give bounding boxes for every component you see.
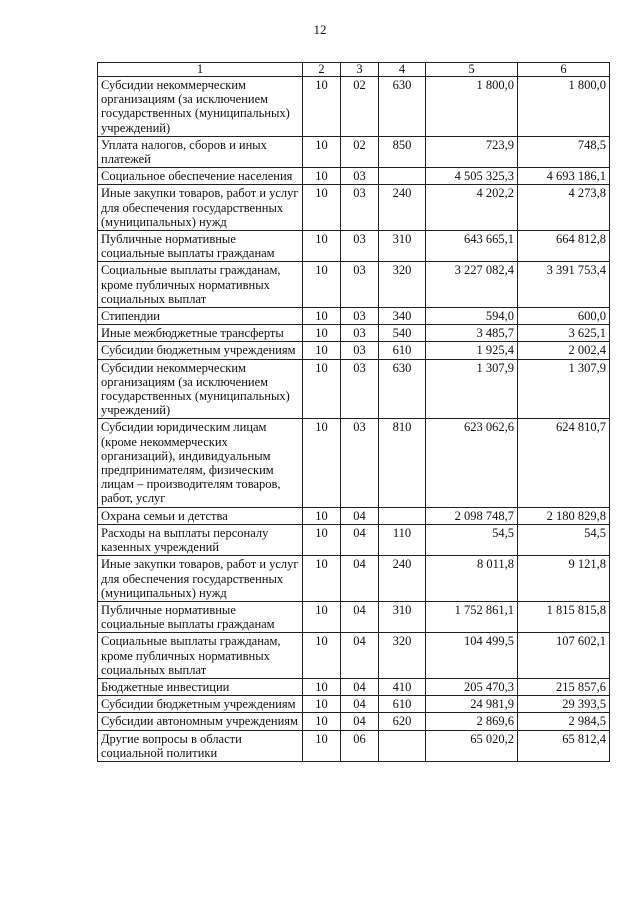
row-expense-type-code: 110	[379, 524, 426, 555]
row-name-cell: Бюджетные инвестиции	[98, 678, 303, 695]
table-row	[98, 231, 610, 262]
page-number: 12	[313, 22, 327, 37]
row-expense-type-code: 410	[379, 678, 426, 695]
table-row	[98, 136, 610, 167]
row-subsection-code: 03	[341, 262, 379, 308]
column-header: 4	[379, 63, 426, 77]
row-subsection-code: 03	[341, 342, 379, 359]
table-header-row	[98, 63, 610, 77]
row-amount-col5: 623 062,6	[426, 419, 518, 507]
row-expense-type-code: 630	[379, 359, 426, 419]
row-amount-col5: 2 869,6	[426, 713, 518, 730]
table-row	[98, 262, 610, 308]
row-expense-type-code: 540	[379, 325, 426, 342]
row-subsection-code: 03	[341, 419, 379, 507]
row-section-code: 10	[303, 419, 341, 507]
row-amount-col5: 1 307,9	[426, 359, 518, 419]
row-amount-col6: 4 693 186,1	[518, 168, 610, 185]
table-row	[98, 730, 610, 761]
row-name-cell: Субсидии бюджетным учреждениям	[98, 342, 303, 359]
row-name-cell: Социальные выплаты гражданам, кроме публичных нормативных социальных выплат	[98, 262, 303, 308]
row-amount-col5: 1 800,0	[426, 77, 518, 137]
row-amount-col5: 4 505 325,3	[426, 168, 518, 185]
row-section-code: 10	[303, 713, 341, 730]
row-amount-col5: 2 098 748,7	[426, 507, 518, 524]
row-expense-type-code: 610	[379, 342, 426, 359]
row-subsection-code: 03	[341, 168, 379, 185]
row-section-code: 10	[303, 601, 341, 632]
column-header: 6	[518, 63, 610, 77]
row-name-cell: Иные закупки товаров, работ и услуг для обеспечения государственных (муниципальных) нужд	[98, 556, 303, 602]
table-row	[98, 601, 610, 632]
column-header: 5	[426, 63, 518, 77]
row-section-code: 10	[303, 262, 341, 308]
row-amount-col6: 624 810,7	[518, 419, 610, 507]
row-amount-col5: 3 227 082,4	[426, 262, 518, 308]
row-amount-col5: 104 499,5	[426, 633, 518, 679]
row-name-cell: Субсидии юридическим лицам (кроме некоммерческих организаций), индивидуальным предпринимателям, физическим лицам – производителям товаров, работ, услуг	[98, 419, 303, 507]
row-section-code: 10	[303, 633, 341, 679]
row-amount-col6: 65 812,4	[518, 730, 610, 761]
row-amount-col6: 664 812,8	[518, 231, 610, 262]
row-section-code: 10	[303, 136, 341, 167]
row-amount-col6: 54,5	[518, 524, 610, 555]
row-amount-col6: 107 602,1	[518, 633, 610, 679]
row-expense-type-code: 630	[379, 77, 426, 137]
row-subsection-code: 04	[341, 713, 379, 730]
row-amount-col6: 2 984,5	[518, 713, 610, 730]
row-amount-col6: 2 180 829,8	[518, 507, 610, 524]
row-amount-col5: 3 485,7	[426, 325, 518, 342]
row-amount-col6: 1 800,0	[518, 77, 610, 137]
row-section-code: 10	[303, 77, 341, 137]
row-expense-type-code: 310	[379, 231, 426, 262]
row-name-cell: Субсидии некоммерческим организациям (за исключением государственных (муниципальных) учреждений)	[98, 77, 303, 137]
row-name-cell: Социальные выплаты гражданам, кроме публичных нормативных социальных выплат	[98, 633, 303, 679]
budget-table	[97, 62, 610, 762]
row-section-code: 10	[303, 678, 341, 695]
row-section-code: 10	[303, 730, 341, 761]
row-amount-col5: 4 202,2	[426, 185, 518, 231]
row-section-code: 10	[303, 359, 341, 419]
row-expense-type-code: 320	[379, 633, 426, 679]
row-subsection-code: 03	[341, 359, 379, 419]
row-amount-col5: 1 752 861,1	[426, 601, 518, 632]
row-section-code: 10	[303, 308, 341, 325]
row-name-cell: Другие вопросы в области социальной политики	[98, 730, 303, 761]
row-name-cell: Социальное обеспечение населения	[98, 168, 303, 185]
row-subsection-code: 03	[341, 231, 379, 262]
table-row	[98, 168, 610, 185]
column-header: 2	[303, 63, 341, 77]
row-amount-col6: 4 273,8	[518, 185, 610, 231]
row-expense-type-code: 620	[379, 713, 426, 730]
row-section-code: 10	[303, 168, 341, 185]
row-section-code: 10	[303, 507, 341, 524]
row-amount-col6: 2 002,4	[518, 342, 610, 359]
table-row	[98, 325, 610, 342]
row-name-cell: Иные закупки товаров, работ и услуг для обеспечения государственных (муниципальных) нужд	[98, 185, 303, 231]
row-section-code: 10	[303, 185, 341, 231]
table-row	[98, 556, 610, 602]
row-expense-type-code	[379, 730, 426, 761]
row-amount-col5: 594,0	[426, 308, 518, 325]
row-amount-col6: 215 857,6	[518, 678, 610, 695]
table-row	[98, 77, 610, 137]
row-subsection-code: 04	[341, 507, 379, 524]
row-expense-type-code: 340	[379, 308, 426, 325]
row-subsection-code: 04	[341, 633, 379, 679]
row-subsection-code: 04	[341, 556, 379, 602]
row-amount-col6: 748,5	[518, 136, 610, 167]
row-name-cell: Публичные нормативные социальные выплаты гражданам	[98, 601, 303, 632]
row-amount-col6: 3 625,1	[518, 325, 610, 342]
table-row	[98, 185, 610, 231]
row-subsection-code: 04	[341, 601, 379, 632]
table-row	[98, 524, 610, 555]
row-amount-col6: 9 121,8	[518, 556, 610, 602]
row-section-code: 10	[303, 325, 341, 342]
row-subsection-code: 03	[341, 325, 379, 342]
row-subsection-code: 03	[341, 308, 379, 325]
row-amount-col5: 643 665,1	[426, 231, 518, 262]
row-amount-col6: 1 815 815,8	[518, 601, 610, 632]
row-expense-type-code: 850	[379, 136, 426, 167]
column-header: 1	[98, 63, 303, 77]
row-amount-col6: 600,0	[518, 308, 610, 325]
table-row	[98, 359, 610, 419]
row-amount-col5: 24 981,9	[426, 696, 518, 713]
row-section-code: 10	[303, 342, 341, 359]
row-name-cell: Публичные нормативные социальные выплаты гражданам	[98, 231, 303, 262]
row-amount-col5: 65 020,2	[426, 730, 518, 761]
table-row	[98, 713, 610, 730]
row-section-code: 10	[303, 696, 341, 713]
row-expense-type-code: 310	[379, 601, 426, 632]
row-amount-col6: 29 393,5	[518, 696, 610, 713]
table-row	[98, 678, 610, 695]
row-name-cell: Иные межбюджетные трансферты	[98, 325, 303, 342]
row-name-cell: Стипендии	[98, 308, 303, 325]
table-row	[98, 696, 610, 713]
row-expense-type-code	[379, 507, 426, 524]
row-expense-type-code: 610	[379, 696, 426, 713]
row-name-cell: Субсидии некоммерческим организациям (за исключением государственных (муниципальных) учреждений)	[98, 359, 303, 419]
row-subsection-code: 06	[341, 730, 379, 761]
row-amount-col5: 723,9	[426, 136, 518, 167]
row-subsection-code: 04	[341, 696, 379, 713]
row-subsection-code: 02	[341, 136, 379, 167]
row-subsection-code: 04	[341, 678, 379, 695]
row-expense-type-code: 320	[379, 262, 426, 308]
row-expense-type-code: 240	[379, 556, 426, 602]
row-subsection-code: 02	[341, 77, 379, 137]
row-amount-col6: 1 307,9	[518, 359, 610, 419]
table-row	[98, 342, 610, 359]
row-expense-type-code	[379, 168, 426, 185]
row-expense-type-code: 240	[379, 185, 426, 231]
row-section-code: 10	[303, 524, 341, 555]
row-subsection-code: 04	[341, 524, 379, 555]
row-name-cell: Субсидии бюджетным учреждениям	[98, 696, 303, 713]
table-row	[98, 419, 610, 507]
row-amount-col5: 1 925,4	[426, 342, 518, 359]
row-name-cell: Уплата налогов, сборов и иных платежей	[98, 136, 303, 167]
row-amount-col5: 8 011,8	[426, 556, 518, 602]
row-section-code: 10	[303, 556, 341, 602]
row-expense-type-code: 810	[379, 419, 426, 507]
row-name-cell: Охрана семьи и детства	[98, 507, 303, 524]
row-name-cell: Расходы на выплаты персоналу казенных учреждений	[98, 524, 303, 555]
column-header: 3	[341, 63, 379, 77]
row-amount-col6: 3 391 753,4	[518, 262, 610, 308]
row-section-code: 10	[303, 231, 341, 262]
row-amount-col5: 205 470,3	[426, 678, 518, 695]
row-name-cell: Субсидии автономным учреждениям	[98, 713, 303, 730]
row-subsection-code: 03	[341, 185, 379, 231]
row-amount-col5: 54,5	[426, 524, 518, 555]
table-row	[98, 507, 610, 524]
table-row	[98, 633, 610, 679]
table-row	[98, 308, 610, 325]
